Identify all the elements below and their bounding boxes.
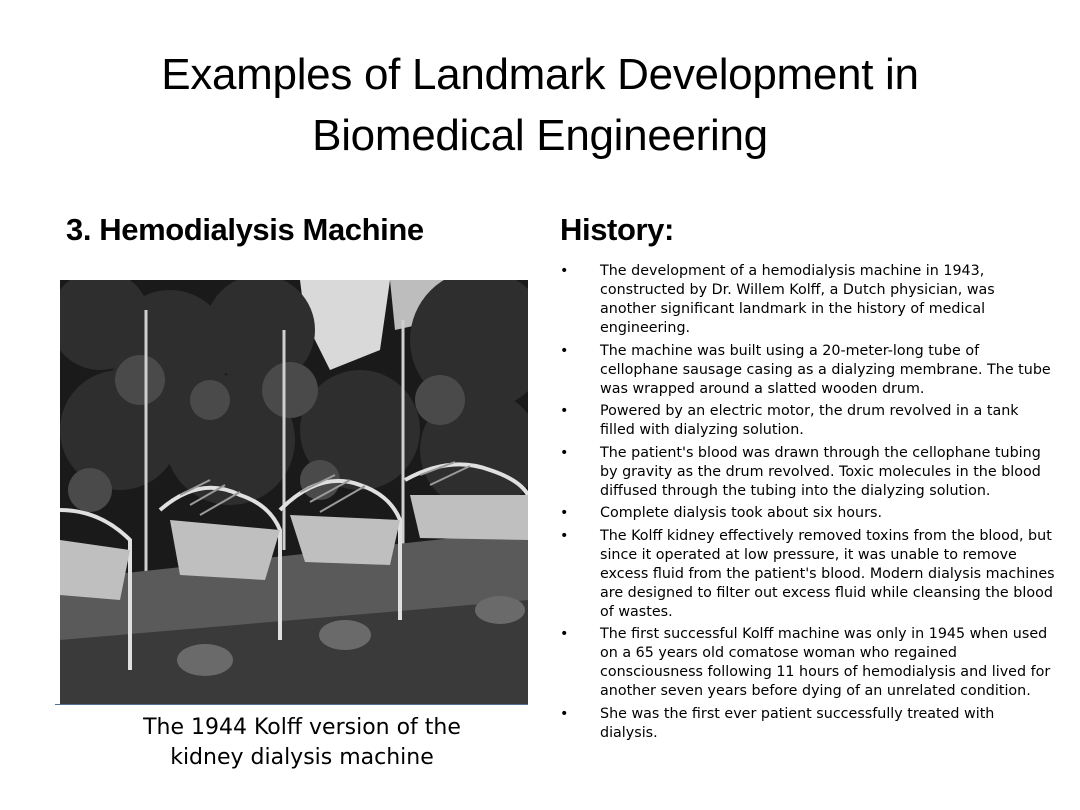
list-item-text: The first successful Kolff machine was only in 1945 when used on a 65 years old comatose woman who regained consciousness following 11 hours of hemodialysis and lived for another seven years before dying of an unrelated condition. (600, 626, 1051, 699)
caption-line-1: The 1944 Kolff version of the (143, 715, 461, 740)
history-heading: History: (560, 212, 674, 247)
slide-title-line-1: Examples of Landmark Development in (161, 50, 919, 99)
list-item-text: The machine was built using a 20-meter-long tube of cellophane sausage casing as a dialyzing membrane. The tube was wrapped around a slatted wooden drum. (600, 342, 1051, 397)
list-item (560, 342, 1055, 399)
bullet-icon: • (560, 505, 569, 521)
list-item (560, 444, 1055, 501)
bullet-icon: • (560, 263, 569, 279)
list-item-text: The patient's blood was drawn through the cellophane tubing by gravity as the drum revolved. Toxic molecules in the blood diffused through the tubing into the dialyzing solution. (600, 444, 1041, 499)
bullet-icon: • (560, 626, 569, 642)
slide-title (60, 44, 1020, 166)
bullet-icon: • (560, 403, 569, 419)
list-item (560, 402, 1055, 440)
bullet-icon: • (560, 444, 569, 461)
slide-title-line-2: Biomedical Engineering (312, 111, 768, 160)
history-bullet-list (560, 262, 1055, 746)
list-item (560, 262, 1055, 338)
list-item-text: She was the first ever patient successfully treated with dialysis. (600, 705, 995, 741)
bullet-icon: • (560, 705, 569, 722)
list-item (560, 705, 1055, 743)
bullet-icon: • (560, 342, 569, 359)
list-item-text: Complete dialysis took about six hours. (600, 505, 882, 521)
list-item-text: The development of a hemodialysis machine in 1943, constructed by Dr. Willem Kolff, a Dutch physician, was another significant landmark in the history of medical engineering. (600, 263, 995, 336)
list-item (560, 504, 1055, 523)
bullet-icon: • (560, 527, 569, 544)
photo-underline (55, 704, 528, 705)
list-item (560, 527, 1055, 622)
kolff-dialysis-machine-photo (60, 280, 528, 705)
list-item-text: The Kolff kidney effectively removed toxins from the blood, but since it operated at low pressure, it was unable to remove excess fluid from the patient's blood. Modern dialysis machines are designed to filter out excess fluid while cleansing the blood of wastes. (600, 527, 1055, 620)
caption-line-2: kidney dialysis machine (170, 745, 434, 770)
list-item (560, 625, 1055, 701)
list-item-text: Powered by an electric motor, the drum revolved in a tank filled with dialyzing solution. (600, 403, 1019, 438)
photo-caption (92, 713, 512, 773)
machine-heading: 3. Hemodialysis Machine (66, 212, 424, 247)
